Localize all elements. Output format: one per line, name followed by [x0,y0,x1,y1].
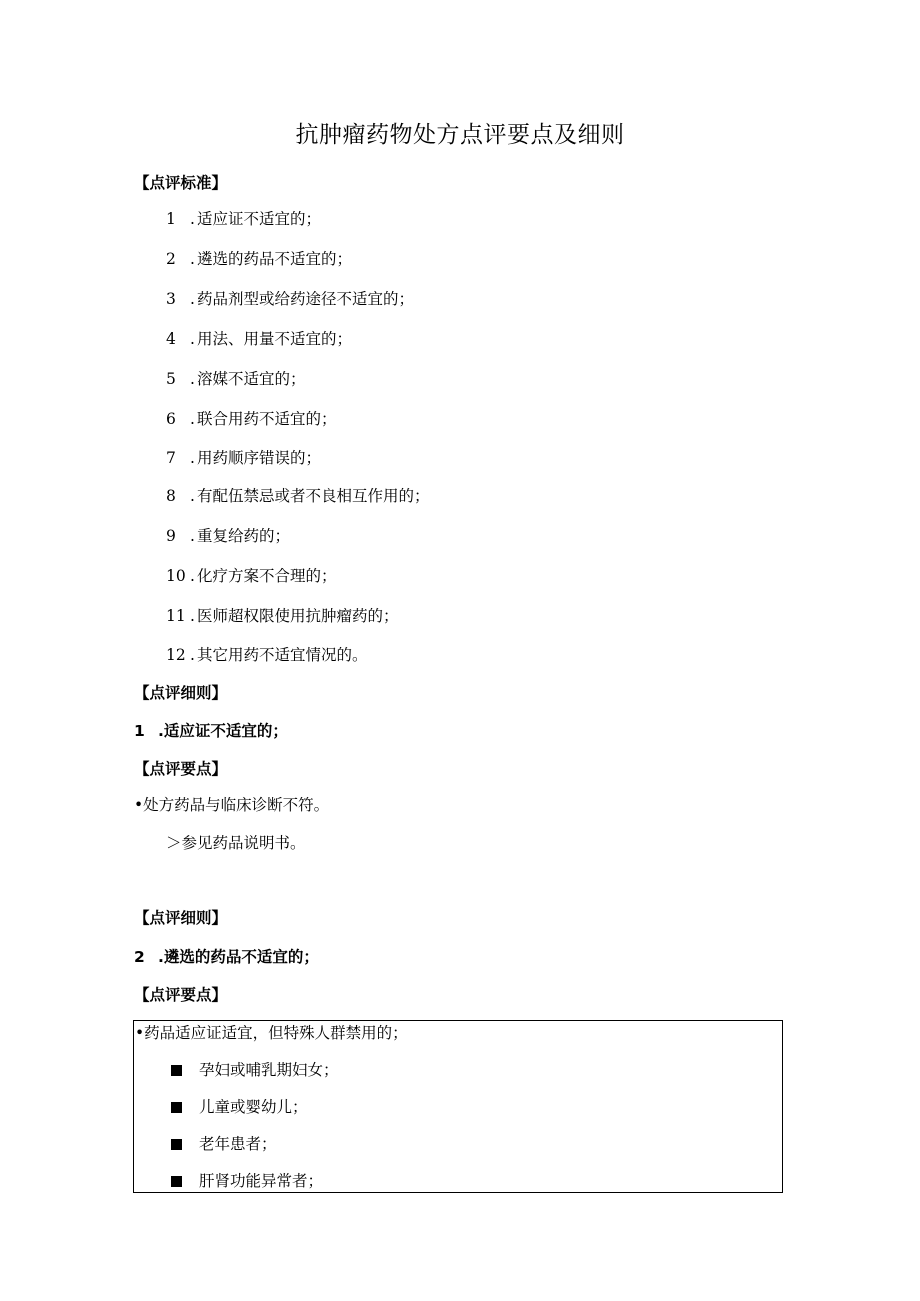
standard-item-text: 化疗方案不合理的； [196,567,337,585]
detail-item-number: 2 [134,948,145,966]
black-square-icon [171,1102,182,1113]
black-square-icon [171,1065,182,1076]
standard-item-number: 12 [166,646,186,664]
points-heading: 【点评要点】 [134,760,228,778]
point-sub-item: 儿童或婴幼儿； [199,1098,308,1116]
detail-item-text: .遴选的药品不适宜的； [158,948,319,966]
standard-item: 7 . 用药顺序错误的； [166,446,321,470]
standard-item-text: 其它用药不适宜情况的。 [196,646,368,664]
standard-item: 5 . 溶媒不适宜的； [166,367,305,391]
document-title: 抗肿瘤药物处方点评要点及细则 [295,122,625,148]
black-square-icon [171,1139,182,1150]
standards-heading: 【点评标准】 [134,174,228,192]
standard-item: 12 . 其它用药不适宜情况的。 [166,643,367,667]
point-sub-item: 肝肾功能异常者； [199,1172,324,1190]
standard-item-text: 用法、用量不适宜的； [196,330,352,348]
points-heading: 【点评要点】 [134,986,228,1004]
black-square-icon [171,1176,182,1187]
point-sub-item: 老年患者； [199,1135,277,1153]
detail-item-title [134,719,288,743]
detail-item-number: 1 [134,722,145,740]
points-box [133,1020,783,1193]
detail-item-title [134,945,319,969]
detail-heading: 【点评细则】 [134,684,228,702]
standard-item-number: 9 [166,527,176,545]
detail-item-text: .适应证不适宜的； [158,722,288,740]
standard-item-text: 溶媒不适宜的； [196,370,306,388]
standard-item-number: 6 [166,410,176,428]
point-sub-item: ＞参见药品说明书。 [166,834,306,852]
point-bullet: •处方药品与临床诊断不符。 [134,796,330,814]
standard-item: 3 . 药品剂型或给药途径不适宜的； [166,287,414,311]
standard-item-text: 有配伍禁忌或者不良相互作用的； [196,487,430,505]
standard-item: 11 . 医师超权限使用抗肿瘤药的； [166,604,398,628]
standard-item-number: 2 [166,250,176,268]
standard-item-text: 重复给药的； [196,527,290,545]
standard-item-number: 8 [166,487,176,505]
detail-heading: 【点评细则】 [134,909,228,927]
standard-item-number: 11 [166,607,186,625]
standard-item: 4 . 用法、用量不适宜的； [166,327,352,351]
point-bullet: •药品适应证适宜，但特殊人群禁用的； [135,1024,408,1042]
standard-item-number: 4 [166,330,176,348]
standard-item: 2 . 遴选的药品不适宜的； [166,247,352,271]
standard-item-number: 7 [166,449,176,467]
standard-item-text: 药品剂型或给药途径不适宜的； [196,290,414,308]
standard-item-text: 医师超权限使用抗肿瘤药的； [196,607,399,625]
standard-item: 9 . 重复给药的； [166,524,290,548]
standard-item-text: 适应证不适宜的； [196,210,321,228]
point-sub-item: 孕妇或哺乳期妇女； [199,1061,339,1079]
standard-item-number: 5 [166,370,176,388]
standard-item-number: 3 [166,290,176,308]
standard-item-number: 10 [166,567,186,585]
standard-item: 1 . 适应证不适宜的； [166,207,321,231]
standard-item-text: 遴选的药品不适宜的； [196,250,352,268]
standard-item-number: 1 [166,210,176,228]
standard-item: 10 . 化疗方案不合理的； [166,564,336,588]
standard-item-text: 联合用药不适宜的； [196,410,337,428]
standard-item: 6 . 联合用药不适宜的； [166,407,336,431]
standard-item-text: 用药顺序错误的； [196,449,321,467]
standard-item: 8 . 有配伍禁忌或者不良相互作用的； [166,484,429,508]
